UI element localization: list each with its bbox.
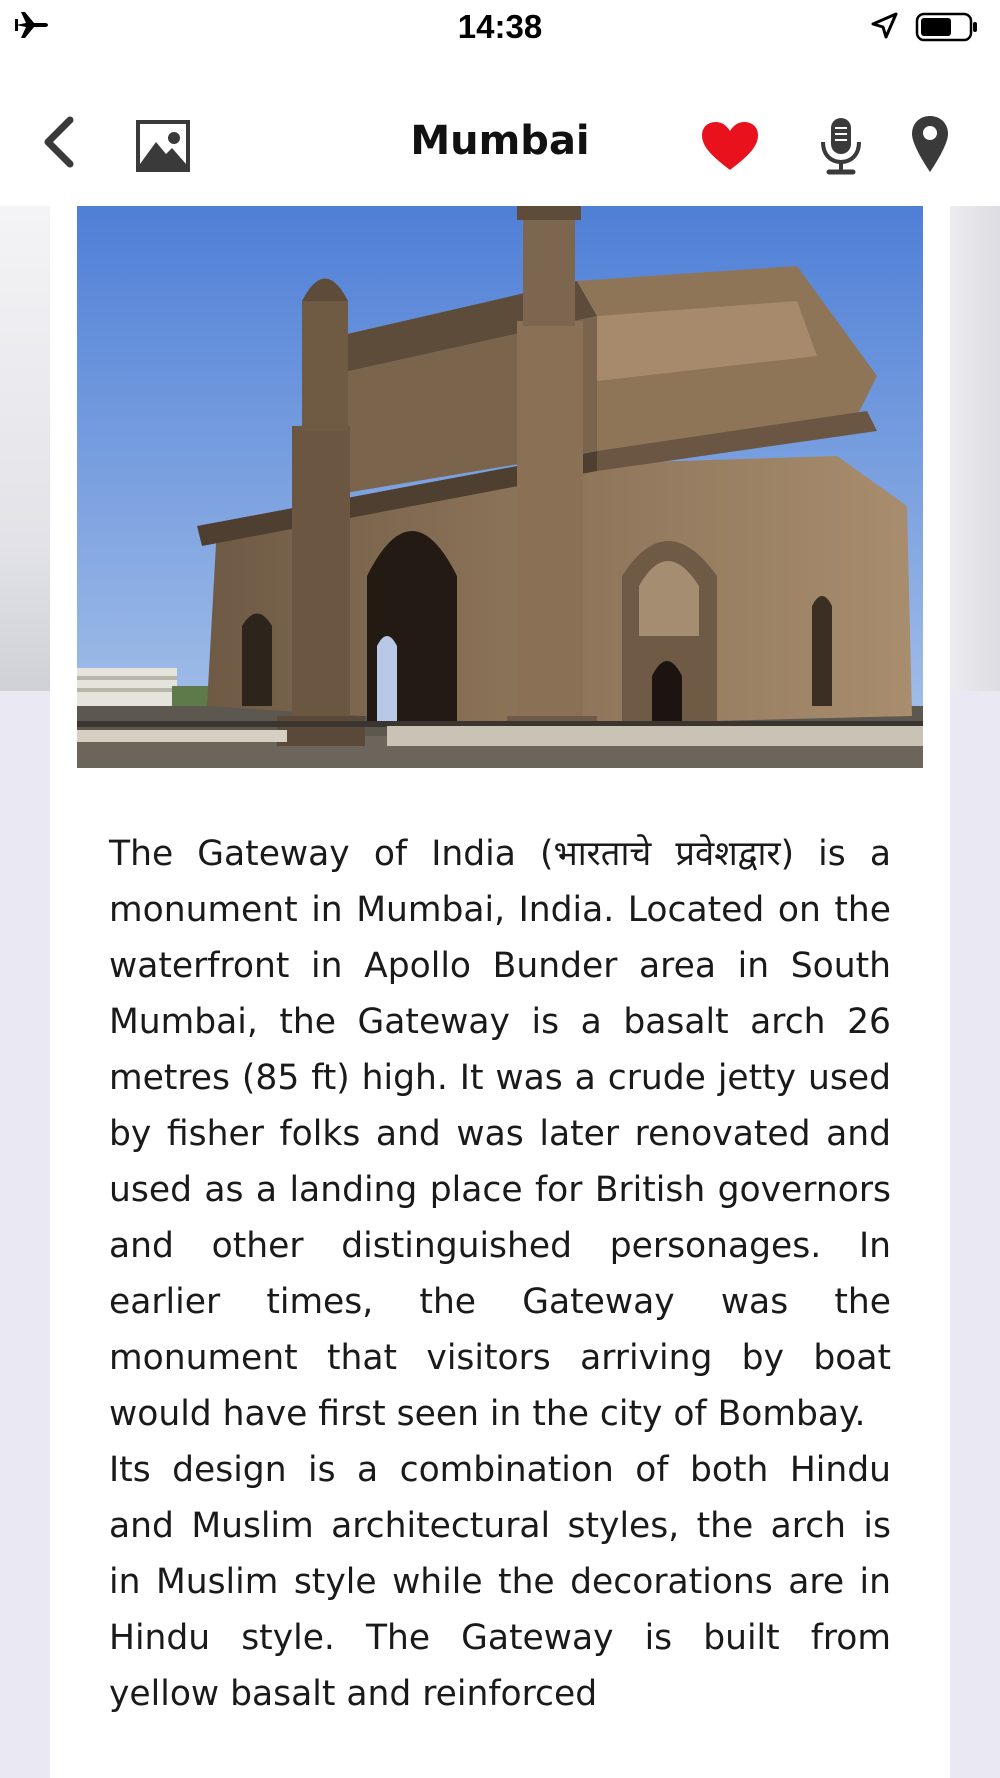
favorite-button[interactable] bbox=[700, 120, 760, 176]
microphone-icon bbox=[818, 116, 864, 178]
heart-icon bbox=[700, 120, 760, 172]
voice-button[interactable] bbox=[818, 116, 864, 182]
battery-icon bbox=[915, 12, 979, 46]
nav-bar bbox=[0, 56, 1000, 207]
map-pin-icon bbox=[910, 114, 950, 174]
previous-card-peek[interactable] bbox=[0, 206, 50, 691]
place-description bbox=[109, 826, 891, 1722]
status-bar bbox=[0, 0, 1000, 56]
description-paragraph: Its design is a combination of both Hindu and Muslim architectural styles, the arch is in Muslim style while the decorations are in Hindu style. The Gateway is built from yellow basalt and reinforced bbox=[109, 1450, 891, 1714]
place-image bbox=[77, 206, 923, 768]
description-paragraph: The Gateway of India (भारताचे प्रवेशद्वार) is a monument in Mumbai, India. Located on the waterfront in Apollo Bunder area in South Mumbai, the Gateway is a basalt arch 26 metres (85 ft) high. It was a crude jetty used by fisher folks and was later renovated and used as a landing place for British governors and other distinguished personages. In earlier times, the Gateway was the monument that visitors arriving by boat would have first seen in the city of Bombay. bbox=[109, 834, 891, 1434]
status-time: 14:38 bbox=[457, 8, 543, 45]
next-card-peek[interactable] bbox=[950, 206, 1000, 691]
gateway-of-india-image bbox=[77, 206, 923, 768]
place-card bbox=[50, 206, 950, 1778]
map-button[interactable] bbox=[910, 114, 950, 178]
page-title: Mumbai bbox=[410, 118, 590, 164]
location-arrow-icon bbox=[870, 12, 898, 44]
